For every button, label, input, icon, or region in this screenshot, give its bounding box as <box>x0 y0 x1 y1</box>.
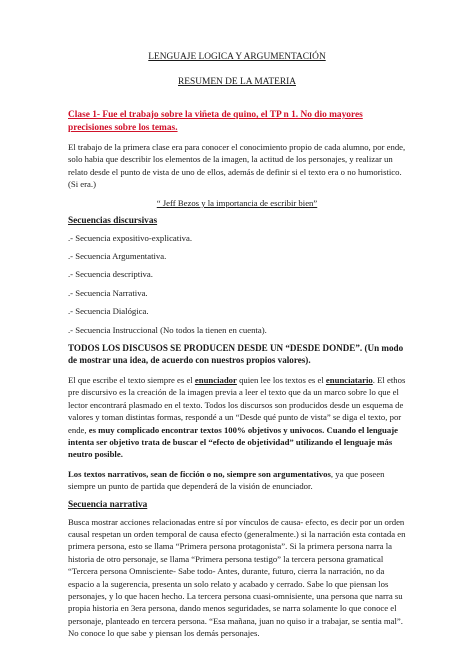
enunciador-bold-1: es muy complicado encontrar textos 100% objetivos y univocos. <box>88 424 325 435</box>
narrativos-rest: , ya que poseen siempre un punto de partida que dependerá de la visión de enunciador. <box>68 468 385 492</box>
narrativa-heading: Secuencia narrativa <box>68 499 148 510</box>
secuencia-item: .- Secuencia expositivo-explicativa. <box>68 232 192 243</box>
enunciador-text-2: quien lee los textos es el <box>239 374 324 385</box>
todos-discursos-caps: TODOS LOS DISCUSOS SE PRODUCEN DESDE UN “DESDE DONDE”. <box>68 343 363 354</box>
narrativa-paragraph: Busca mostrar acciones relacionadas entre sí por vínculos de causa- efecto, es decir por un orden causal respetan un orden temporal de causa efecto (generalmente.) si la narración esta contada en primera persona, esto se llama “Primera persona protagonista”. Si la primera persona narra la historia de otro personaje, se llama “Primera persona testigo” la tercera persona gramatical “Tercera persona Omnisciente- Sabe todo- Antes, durante, futuro, cierra la narración, no da espacio a la sugerencia, presenta un solo relato y acabado y cerrado. Sabe lo que piensan los personajes, y lo que hacen hecho. La tercera persona cuasi-omnisiente, una persona que narra su propia historia en 3era persona, dando menos seguridades, se narra solamente lo que conoce el personaje, planteado en tercera persona. “Esa mañana, juan no quiso ir a trabajar, se sentia mal”. No conoce lo que sabe y piensan los demás personajes. <box>68 516 406 639</box>
intro-paragraph: El trabajo de la primera clase era para conocer el conocimiento propio de cada alumno, por ende, solo habia que describir los elementos de la imagen, la actitud de los personajes, y realizar un relato desde el punto de vista de uno de ellos, además de definir si el texto era o no humoristico. (Si era.) <box>68 142 406 190</box>
enunciador-text-3: . El ethos pre discursivo es la creación de la imagen previa a leer el texto que da un marco sobre lo que el lector encontrará plasmado en el texto. Todos los discursos son producidos desde un esquema de valores y toman distintas formas, respondé a un “Desde qué punto de vista” se diga el texto, por ende, <box>68 374 406 435</box>
enunciatario-term: enunciatario <box>325 374 373 385</box>
enunciador-text-1: El que escribe el texto siempre es el <box>68 374 193 385</box>
secuencia-item: .- Secuencia Argumentativa. <box>68 251 167 262</box>
secuencia-item: .- Secuencia Dialógica. <box>68 306 149 317</box>
enunciador-paragraph <box>68 374 406 461</box>
secuencia-item: .- Secuencia descriptiva. <box>68 269 153 280</box>
document-title: LENGUAJE LOGICA Y ARGUMENTACIÓN <box>148 52 326 62</box>
narrativos-bold: Los textos narrativos, sean de ficción o no, siempre son argumentativos <box>68 468 331 479</box>
quote-line: “ Jeff Bezos y la importancia de escribir bien” <box>156 197 318 208</box>
todos-discursos-note: (Un modo de mostrar una idea, de acuerdo con nuestros propios valores). <box>68 343 404 366</box>
todos-discursos-paragraph <box>68 342 406 367</box>
enunciador-bold-2: Cuando el lenguaje intenta ser objetivo trata de buscar el “efecto de objetividad” utilizando el lenguaje más neutro posible. <box>68 424 398 460</box>
secuencia-item: .- Secuencia Narrativa. <box>68 287 148 298</box>
document-subtitle: RESUMEN DE LA MATERIA <box>178 77 296 87</box>
enunciador-term: enunciador <box>194 374 237 385</box>
secuencias-heading: Secuencias discursivas <box>68 215 158 226</box>
clase1-heading: Clase 1- Fue el trabajo sobre la viñeta de quino, el TP n 1. No dio mayores precisiones sobre los temas. <box>68 110 363 133</box>
secuencia-item: .- Secuencia Instruccional (No todos la tienen en cuenta). <box>68 324 267 335</box>
narrativos-paragraph <box>68 468 406 493</box>
